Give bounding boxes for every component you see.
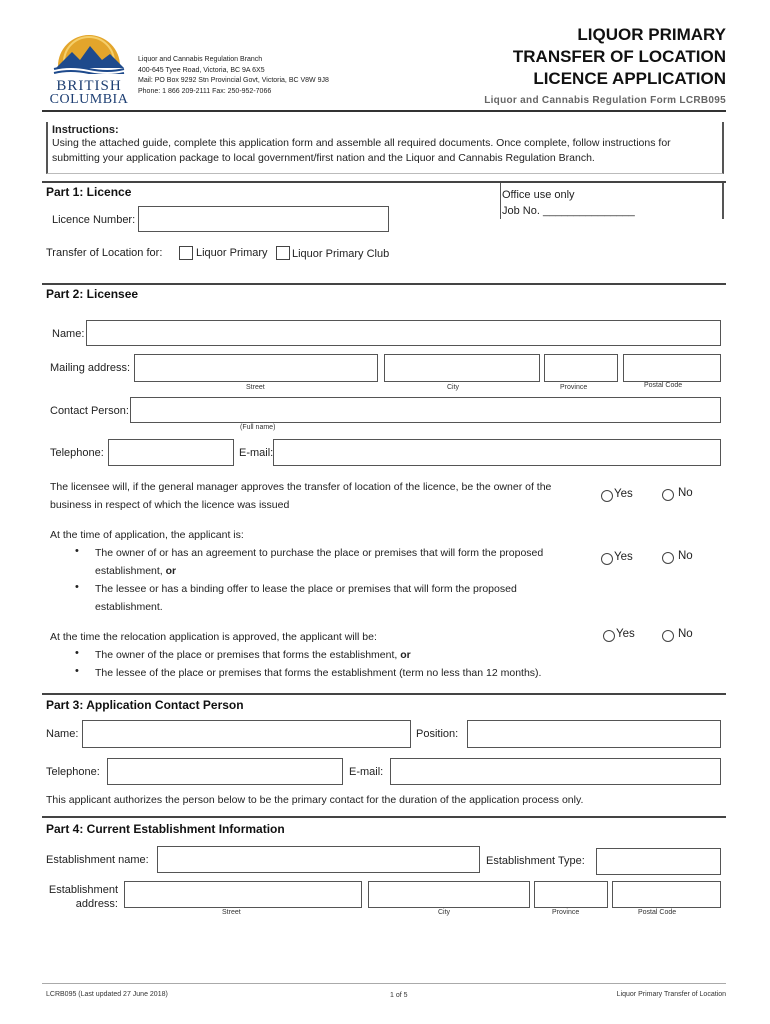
postal-caption: Postal Code (644, 382, 683, 389)
est-postal-caption: Postal Code (638, 909, 677, 916)
q1-no-label: No (678, 487, 693, 499)
instructions-box (46, 122, 724, 174)
q3-yes-radio[interactable] (603, 630, 615, 642)
branch-info (138, 55, 329, 97)
authorization-text: This applicant authorizes the person below to be the primary contact for the duration of the application process only. (46, 794, 584, 806)
province-caption: Province (560, 384, 588, 391)
part2-rule (42, 283, 726, 285)
contact-name-label: Name: (46, 728, 79, 740)
title-line1: LIQUOR PRIMARY (577, 25, 726, 44)
est-city-caption: City (438, 909, 451, 916)
contact-person-label: Contact Person: (50, 405, 129, 417)
q2-yes-label: Yes (614, 551, 633, 563)
q3-bullet1-dot: • (75, 647, 79, 659)
mailing-province-input[interactable] (544, 354, 618, 382)
logo-line2: COLUMBIA (49, 92, 129, 107)
bc-logo (46, 22, 132, 107)
liquor-primary-label: Liquor Primary (196, 247, 268, 259)
branch-phone: Phone: 1 866 209-2111 Fax: 250-952-7066 (138, 87, 272, 95)
licensee-telephone-label: Telephone: (50, 447, 104, 459)
footer-rule (42, 983, 726, 984)
job-no-label: Job No. _______________ (502, 205, 635, 217)
establishment-address-label (46, 883, 118, 911)
establishment-city-input[interactable] (368, 881, 530, 908)
form-subtitle: Liquor and Cannabis Regulation Form LCRB095 (484, 95, 726, 106)
contact-person-input[interactable] (130, 397, 721, 423)
office-use-box (500, 183, 724, 219)
full-name-caption: (Full name) (240, 424, 276, 431)
logo-line1: BRITISH (56, 78, 122, 94)
establishment-street-input[interactable] (124, 881, 362, 908)
part3-heading: Part 3: Application Contact Person (46, 698, 244, 712)
title-line3: LICENCE APPLICATION (533, 69, 726, 88)
licensee-email-label: E-mail: (239, 447, 274, 459)
q2-bullet2-dot: • (75, 581, 79, 593)
q2-no-label: No (678, 550, 693, 562)
licence-number-input[interactable] (138, 206, 389, 232)
liquor-primary-club-label: Liquor Primary Club (292, 248, 390, 260)
part4-heading: Part 4: Current Establishment Information (46, 822, 285, 836)
establishment-postal-input[interactable] (612, 881, 721, 908)
header-rule (42, 110, 726, 112)
part4-rule (42, 816, 726, 818)
mailing-address-label: Mailing address: (50, 362, 131, 374)
est-province-caption: Province (552, 909, 580, 916)
establishment-province-input[interactable] (534, 881, 608, 908)
contact-name-input[interactable] (82, 720, 411, 748)
q1-no-radio[interactable] (662, 489, 674, 501)
title-line2: TRANSFER OF LOCATION (512, 47, 726, 66)
question-owner-of-business: The licensee will, if the general manager approves the transfer of location of the licence, be the owner of the business in respect of which the licence was issued (50, 481, 552, 511)
footer-form-name: Liquor Primary Transfer of Location (616, 991, 726, 998)
licensee-email-input[interactable] (273, 439, 721, 466)
q3-no-radio[interactable] (662, 630, 674, 642)
licensee-telephone-input[interactable] (108, 439, 234, 466)
contact-telephone-input[interactable] (107, 758, 343, 785)
mailing-postal-input[interactable] (623, 354, 721, 382)
contact-telephone-label: Telephone: (46, 766, 100, 778)
q3-no-label: No (678, 628, 693, 640)
part2-heading: Part 2: Licensee (46, 287, 139, 301)
branch-address2: Mail: PO Box 9292 Stn Provincial Govt, Victoria, BC V8W 9J8 (138, 77, 329, 84)
question-relocation-status: At the time the relocation application is approved, the applicant will be: (50, 631, 377, 643)
establishment-type-input[interactable] (596, 848, 721, 875)
q3-bullet2-dot: • (75, 665, 79, 677)
mailing-street-input[interactable] (134, 354, 378, 382)
q2-bullet1-dot: • (75, 545, 79, 557)
form-title (513, 24, 726, 90)
branch-name: Liquor and Cannabis Regulation Branch (138, 56, 263, 63)
liquor-primary-club-checkbox[interactable] (276, 246, 290, 260)
sun-mountain-logo-icon (46, 22, 132, 74)
q2-bullet1: The owner of or has an agreement to purchase the place or premises that will form the proposed establishment, or (95, 547, 544, 577)
mailing-city-input[interactable] (384, 354, 540, 382)
footer-form-id: LCRB095 (Last updated 27 June 2018) (46, 991, 168, 998)
q2-bullet2: The lessee or has a binding offer to lease the place or premises that will form the proposed establishment. (95, 583, 517, 613)
instructions-text: Using the attached guide, complete this application form and assemble all required documents. Once complete, follow instructions for submitting your application package to local government/first nation and the Liquor and Cannabis Regulation Branch. (52, 137, 671, 164)
q3-bullet2: The lessee of the place or premises that forms the establishment (term no less than 12 months). (95, 667, 542, 679)
establishment-address-label-line2: address: (75, 898, 118, 910)
q1-yes-radio[interactable] (601, 490, 613, 502)
licence-number-label: Licence Number: (52, 214, 136, 226)
q2-yes-radio[interactable] (601, 553, 613, 565)
contact-position-label: Position: (416, 728, 459, 740)
establishment-name-input[interactable] (157, 846, 480, 873)
q3-yes-label: Yes (616, 628, 635, 640)
establishment-name-label: Establishment name: (46, 854, 149, 866)
footer-page-number: 1 of 5 (390, 992, 408, 999)
part1-heading: Part 1: Licence (46, 185, 132, 199)
contact-email-input[interactable] (390, 758, 721, 785)
q1-yes-label: Yes (614, 488, 633, 500)
street-caption: Street (246, 384, 265, 391)
q2-no-radio[interactable] (662, 552, 674, 564)
contact-position-input[interactable] (467, 720, 721, 748)
contact-email-label: E-mail: (349, 766, 384, 778)
est-street-caption: Street (222, 909, 241, 916)
question-applicant-status: At the time of application, the applicant is: (50, 529, 244, 541)
q3-bullet1: The owner of the place or premises that forms the establishment, or (95, 649, 411, 661)
city-caption: City (447, 384, 460, 391)
branch-address1: 400-645 Tyee Road, Victoria, BC 9A 6X5 (138, 66, 265, 74)
part3-rule (42, 693, 726, 695)
office-use-label: Office use only (502, 189, 575, 201)
licensee-name-label: Name: (52, 328, 85, 340)
establishment-type-label: Establishment Type: (486, 855, 585, 867)
liquor-primary-checkbox[interactable] (179, 246, 193, 260)
instructions-heading: Instructions: (52, 124, 119, 136)
establishment-address-label-line1: Establishment (48, 884, 118, 896)
transfer-label: Transfer of Location for: (46, 247, 163, 259)
licensee-name-input[interactable] (86, 320, 721, 346)
